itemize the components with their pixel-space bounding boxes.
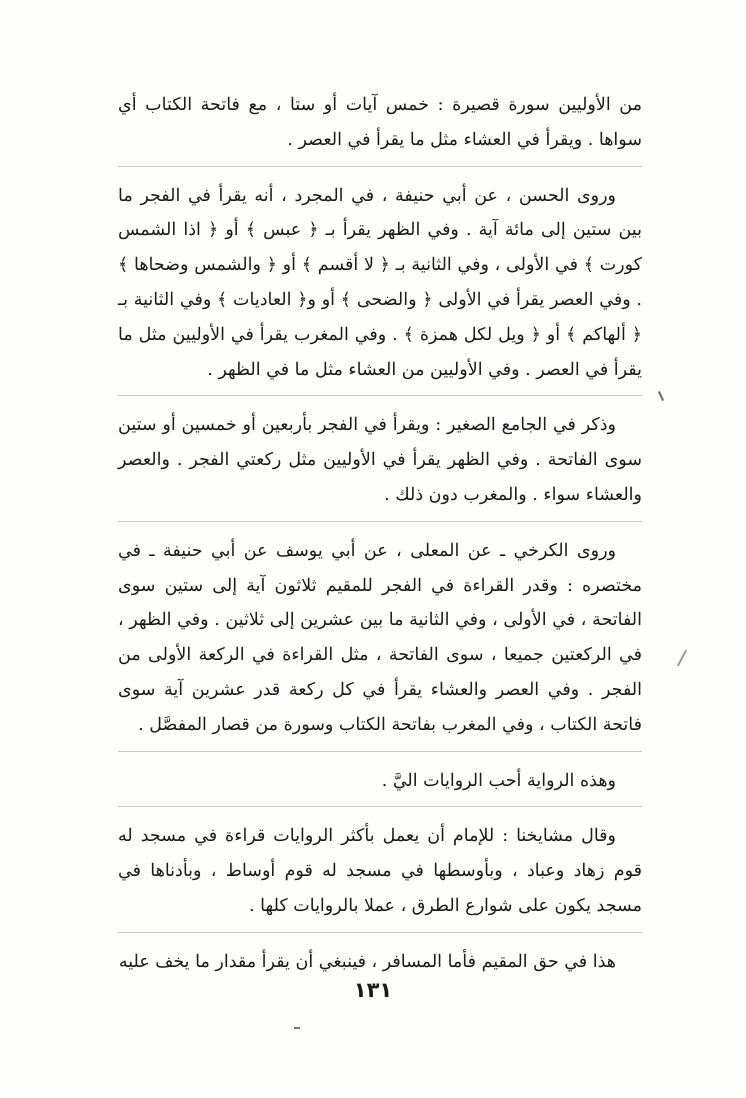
paragraph-3: وذكر في الجامع الصغير : ويقرأ في الفجر بأربعين أو خمسين أو ستين سوى الفاتحة . وفي الظهر يقرأ في الأوليين مثل ركعتي الفجر . والعصر والعشاء سواء . والمغرب دون ذلك . bbox=[118, 415, 642, 505]
paragraph-4: وروى الكرخي ـ عن المعلى ، عن أبي يوسف عن أبي حنيفة ـ في مختصره : وقدر القراءة في الفجر للمقيم ثلاثون آية إلى ستين سوى الفاتحة ، في الأولى ، وفي الثانية ما بين عشرين إلى ثلاثين . وفي الظهر ، في الركعتين جميعا ، سوى الفاتحة ، مثل القراءة في الركعة الأولى من الفجر . وفي العصر والعشاء يقرأ في كل ركعة قدر عشرين آية سوى فاتحة الكتاب ، وفي المغرب بفاتحة الكتاب وسورة من قصار المفصَّل . bbox=[118, 540, 642, 735]
paragraph-7: هذا في حق المقيم فأما المسافر ، فينبغي أن يقرأ مقدار ما يخف عليه bbox=[118, 951, 616, 972]
paragraph-divider bbox=[118, 521, 642, 522]
paragraph-divider bbox=[118, 932, 642, 933]
margin-mark bbox=[658, 391, 664, 401]
bottom-mark bbox=[294, 1027, 300, 1029]
margin-mark bbox=[677, 650, 687, 667]
paragraph-5: وهذه الرواية أحب الروايات اليَّ . bbox=[381, 770, 616, 791]
paragraph-6: وقال مشايخنا : للإمام أن يعمل بأكثر الروايات قراءة في مسجد له قوم زهاد وعباد ، وبأوسطها في مسجد له قوم أوساط ، وبأدناها في مسجد يكون على شوارع الطرق ، عملا بالروايات كلها . bbox=[118, 826, 642, 916]
paragraph-divider bbox=[118, 395, 642, 396]
page-number: ١٣١ bbox=[353, 978, 393, 1002]
paragraph-1: من الأوليين سورة قصيرة : خمس آيات أو ستا ، مع فاتحة الكتاب أي سواها . ويقرأ في العشاء مثل ما يقرأ في العصر . bbox=[118, 95, 642, 150]
page-body bbox=[118, 88, 642, 980]
paragraph-divider bbox=[118, 806, 642, 807]
paragraph-divider bbox=[118, 166, 642, 167]
paragraph-2: وروى الحسن ، عن أبي حنيفة ، في المجرد ، أنه يقرأ في الفجر ما بين ستين إلى مائة آية . وفي الظهر يقرأ بـ ﴿ عبس ﴾ أو ﴿ اذا الشمس كورت ﴾ في الأولى ، وفي الثانية بـ ﴿ لا أقسم ﴾ أو ﴿ والشمس وضحاها ﴾ . وفي العصر يقرأ في الأولى ﴿ والضحى ﴾ أو و﴿ العاديات ﴾ وفي الثانية بـ ﴿ ألهاكم ﴾ أو ﴿ ويل لكل همزة ﴾ . وفي المغرب يقرأ في الأوليين مثل ما يقرأ في العصر . وفي الأوليين من العشاء مثل ما في الظهر . bbox=[118, 185, 642, 380]
paragraph-divider bbox=[118, 751, 642, 752]
